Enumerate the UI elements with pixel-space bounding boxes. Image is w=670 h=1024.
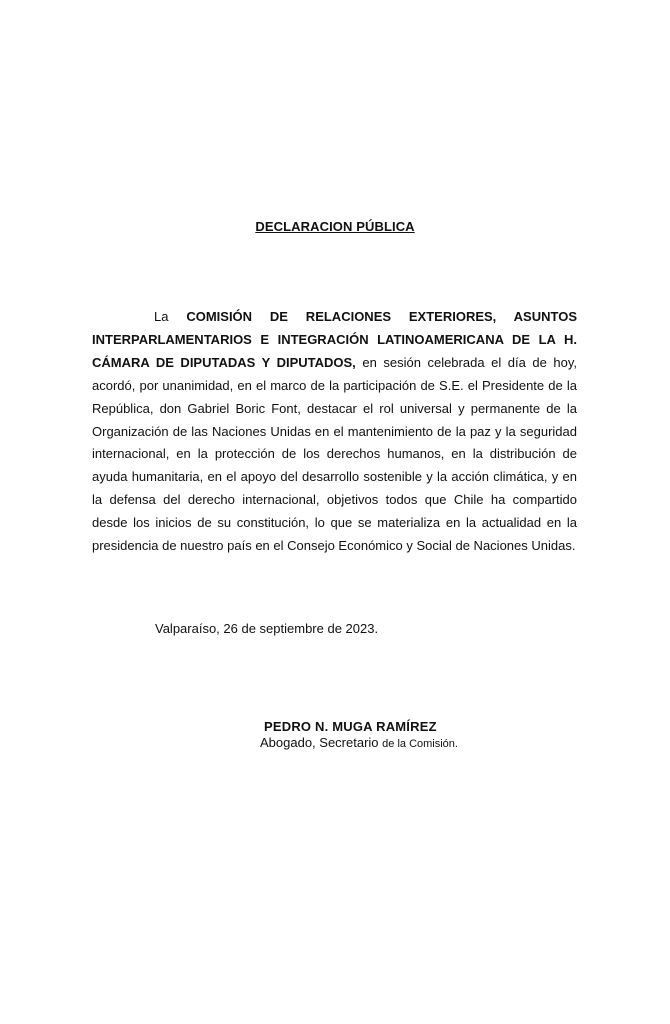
document-title: DECLARACION PÚBLICA: [255, 219, 415, 234]
signatory-role: [260, 735, 458, 750]
place-and-date: Valparaíso, 26 de septiembre de 2023.: [155, 621, 379, 636]
paragraph-lead: La: [154, 309, 169, 324]
commission-name: COMISIÓN DE RELACIONES EXTERIORES, ASUNTOS INTERPARLAMENTARIOS E INTEGRACIÓN LATINOAMERICANA DE LA H. CÁMARA DE DIPUTADAS Y DIPUTADOS,: [92, 309, 577, 370]
signatory-name: PEDRO N. MUGA RAMÍREZ: [264, 719, 437, 734]
declaration-paragraph: [92, 306, 577, 558]
signatory-role-suffix: de la Comisión.: [382, 738, 458, 750]
paragraph-body: en sesión celebrada el día de hoy, acordó, por unanimidad, en el marco de la participación de S.E. el Presidente de la República, don Gabriel Boric Font, destacar el rol universal y permanente de la Organización de las Naciones Unidas en el mantenimiento de la paz y la seguridad internacional, en la protección de los derechos humanos, en la distribución de ayuda humanitaria, en el apoyo del desarrollo sostenible y la acción climática, y en la defensa del derecho internacional, objetivos todos que Chile ha compartido desde los inicios de su constitución, lo que se materializa en la actualidad en la presidencia de nuestro país en el Consejo Económico y Social de Naciones Unidas.: [92, 354, 577, 554]
signatory-role-main: Abogado, Secretario: [260, 735, 379, 750]
